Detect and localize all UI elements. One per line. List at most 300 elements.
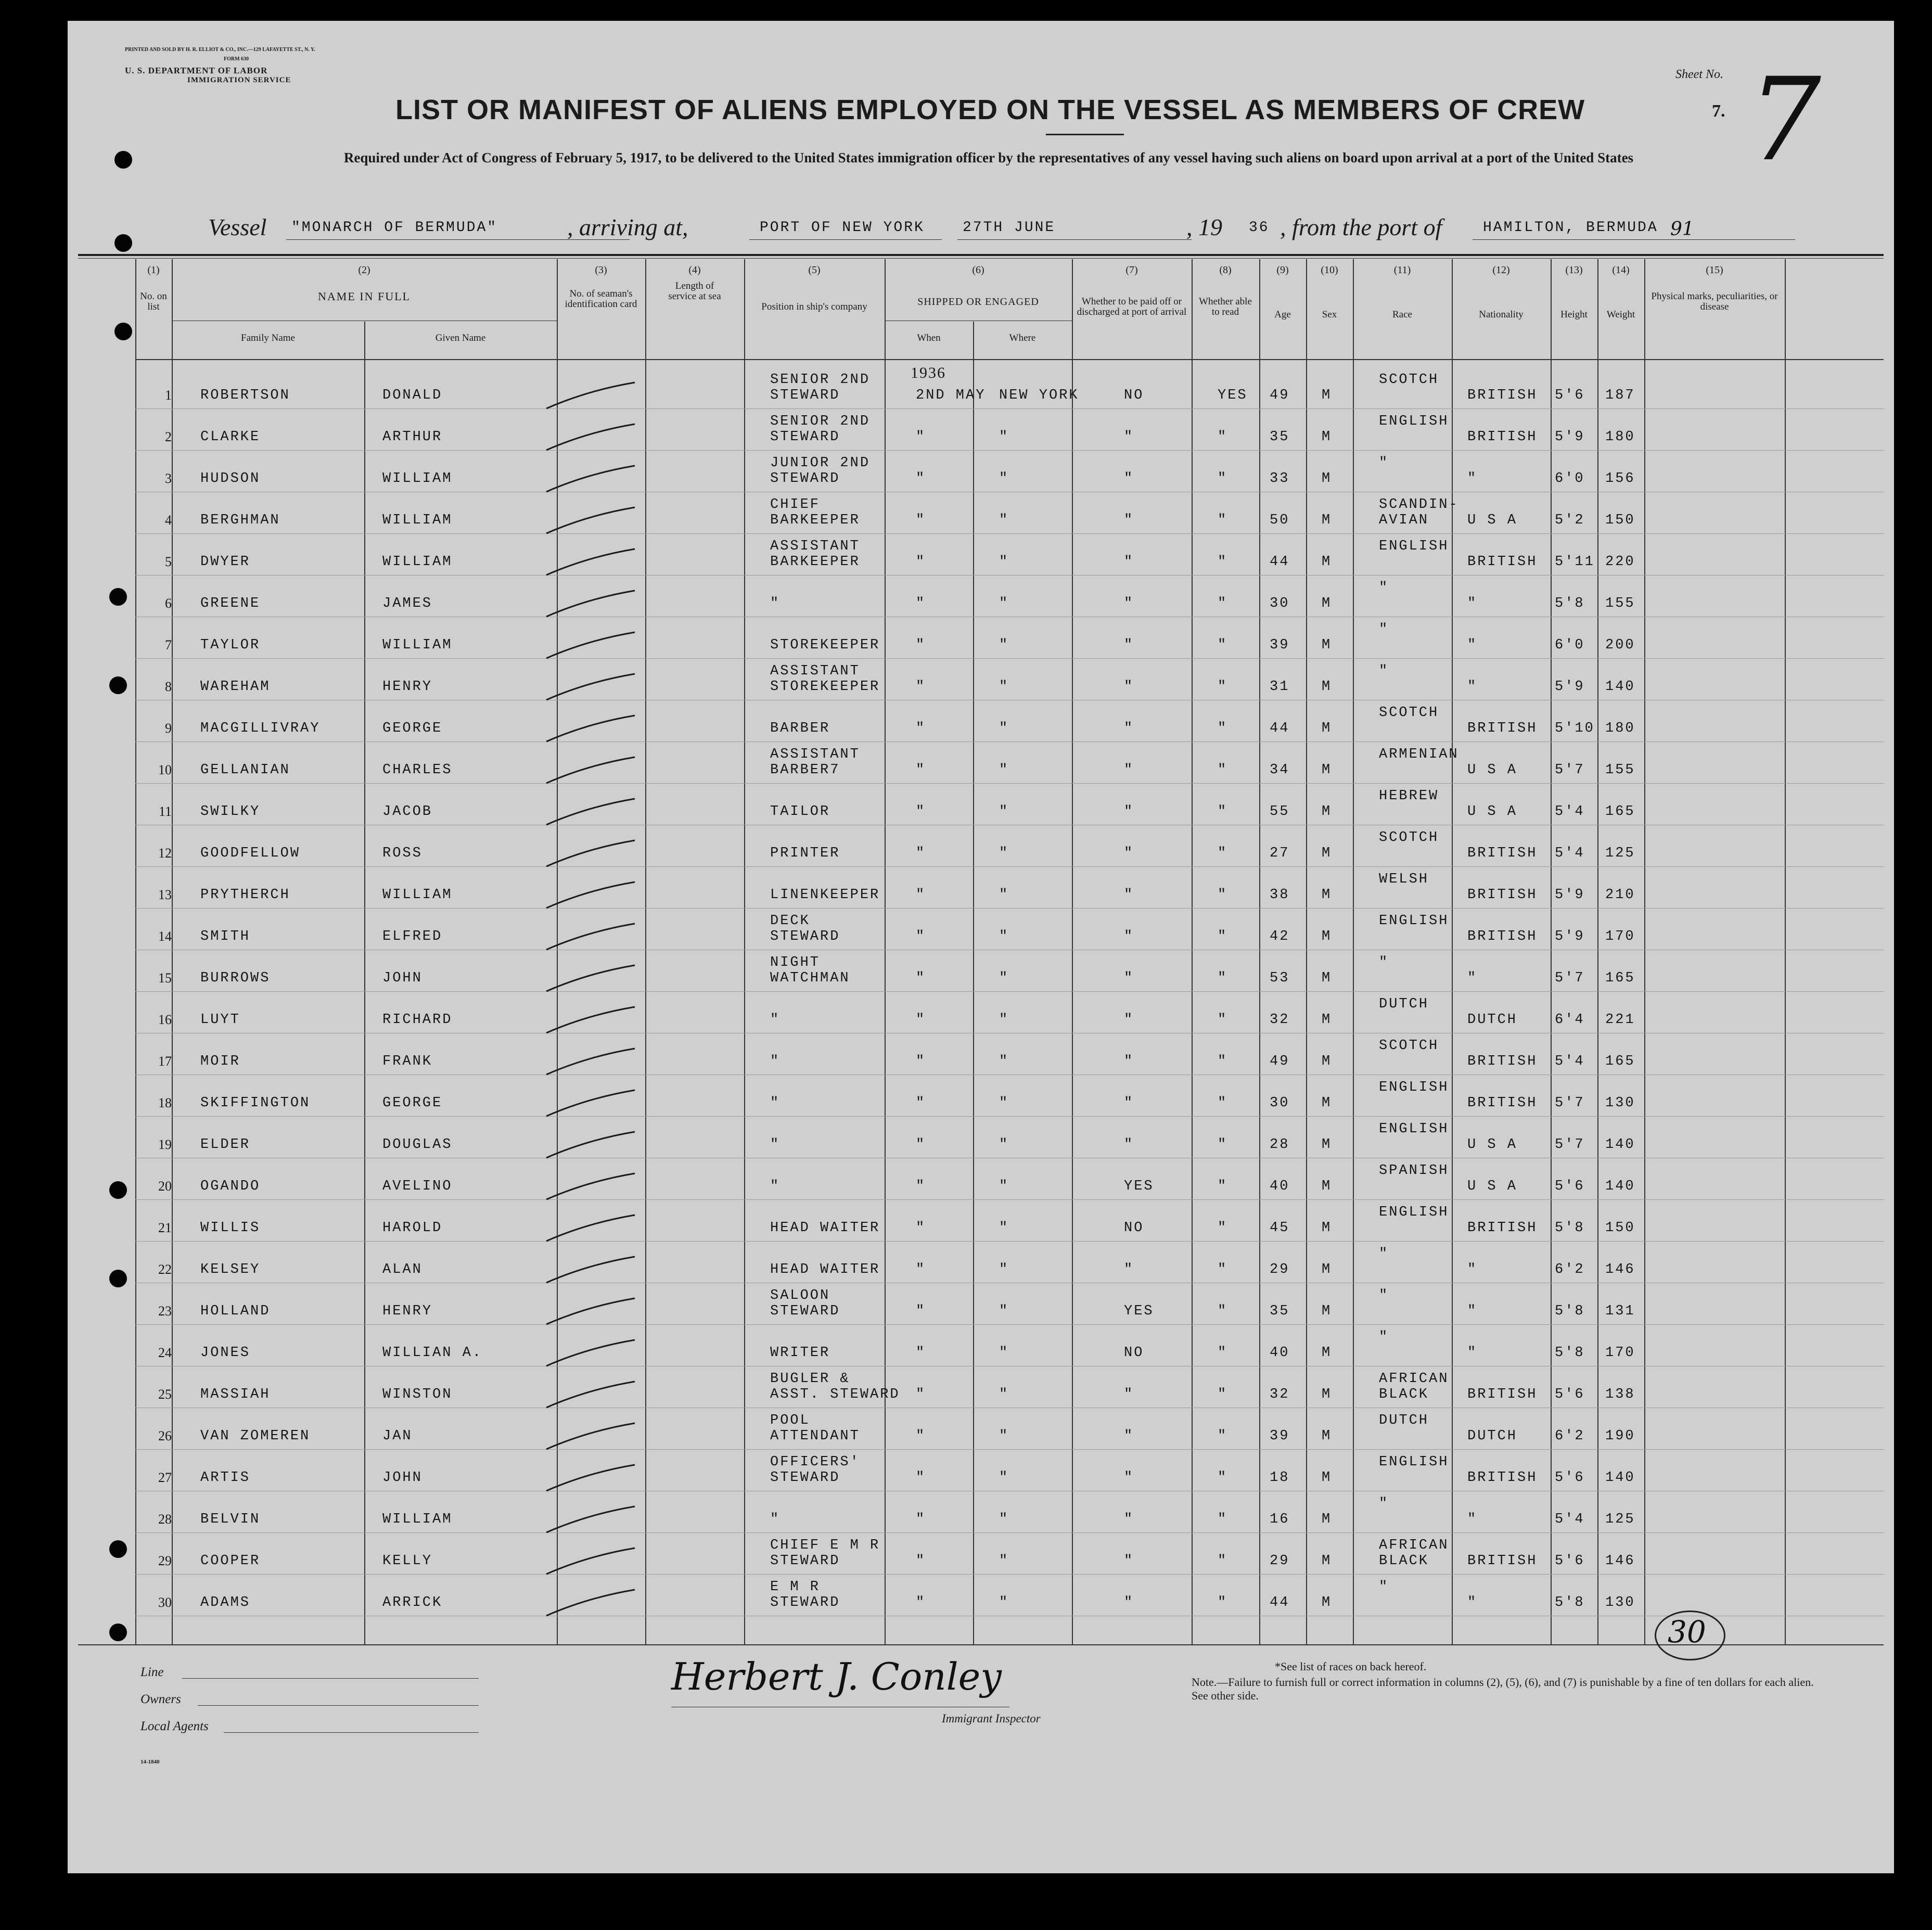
- row-29-age: 29: [1270, 1553, 1290, 1569]
- row-12-age: 27: [1270, 846, 1290, 861]
- col7-number: (7): [1125, 264, 1138, 276]
- row-13-race1: WELSH: [1379, 872, 1429, 887]
- row-23-pos2: STEWARD: [770, 1303, 840, 1319]
- row-25-race2: BLACK: [1379, 1387, 1429, 1402]
- row-23-no: 23: [158, 1303, 172, 1319]
- row-23-paid: YES: [1124, 1303, 1154, 1319]
- row-1-weight: 187: [1605, 388, 1635, 403]
- row-9-sex: M: [1322, 721, 1332, 736]
- total-count: 30: [1668, 1614, 1706, 1650]
- row-16-height: 6'4: [1555, 1012, 1585, 1028]
- row-21-where: ": [999, 1220, 1009, 1236]
- row-17-when: ": [916, 1054, 926, 1069]
- row-4-pos1: CHIEF: [770, 497, 821, 513]
- row-2-weight: 180: [1605, 429, 1635, 445]
- row-10-height: 5'7: [1555, 762, 1585, 778]
- row-4-sex: M: [1322, 513, 1332, 528]
- row-25-nat: BRITISH: [1467, 1387, 1538, 1402]
- row-14-pos1: DECK: [770, 913, 810, 929]
- row-26-race1: DUTCH: [1379, 1413, 1429, 1428]
- row-16-pos2: ": [770, 1012, 781, 1028]
- row-2-read: ": [1218, 429, 1228, 445]
- nationality-header: Nationality: [1479, 309, 1524, 320]
- row-12-nat: BRITISH: [1467, 846, 1538, 861]
- row-14-weight: 170: [1605, 929, 1635, 944]
- row-25-given: WINSTON: [382, 1387, 453, 1402]
- row-5-weight: 220: [1605, 554, 1635, 570]
- row-24-nat: ": [1467, 1345, 1478, 1361]
- row-19-weight: 140: [1605, 1137, 1635, 1153]
- row-1-read: YES: [1218, 388, 1248, 403]
- row-8-family: WAREHAM: [200, 679, 271, 695]
- row-7-read: ": [1218, 637, 1228, 653]
- row-21-age: 45: [1270, 1220, 1290, 1236]
- row-15-no: 15: [158, 970, 172, 986]
- row-23-given: HENRY: [382, 1303, 433, 1319]
- card-stroke: [546, 799, 635, 825]
- row-4-race2: AVIAN: [1379, 513, 1429, 528]
- row-30-height: 5'8: [1555, 1595, 1585, 1611]
- row-13-no: 13: [158, 887, 172, 902]
- department: U. S. DEPARTMENT OF LABOR: [125, 66, 268, 75]
- row-7-pos2: STOREKEEPER: [770, 637, 880, 653]
- row-22-pos2: HEAD WAITER: [770, 1262, 880, 1277]
- row-24-paid: NO: [1124, 1345, 1144, 1361]
- row-13-age: 38: [1270, 887, 1290, 903]
- row-26-family: VAN ZOMEREN: [200, 1428, 311, 1444]
- card-stroke: [546, 1382, 635, 1408]
- row-18-age: 30: [1270, 1095, 1290, 1111]
- row-11-paid: ": [1124, 804, 1134, 820]
- row-24-sex: M: [1322, 1345, 1332, 1361]
- row-8-when: ": [916, 679, 926, 695]
- row-11-family: SWILKY: [200, 804, 261, 820]
- row-17-weight: 165: [1605, 1054, 1635, 1069]
- row-22-read: ": [1218, 1262, 1228, 1277]
- row-1-family: ROBERTSON: [200, 388, 290, 403]
- col9-number: (9): [1276, 264, 1289, 276]
- row-3-when: ": [916, 471, 926, 487]
- row-26-pos2: ATTENDANT: [770, 1428, 860, 1444]
- row-28-nat: ": [1467, 1512, 1478, 1527]
- row-29-pos2: STEWARD: [770, 1553, 840, 1569]
- row-29-no: 29: [158, 1553, 172, 1568]
- row-15-pos2: WATCHMAN: [770, 970, 850, 986]
- row-12-family: GOODFELLOW: [200, 846, 301, 861]
- col12-number: (12): [1492, 264, 1510, 276]
- row-13-given: WILLIAM: [382, 887, 453, 903]
- row-2-when: ": [916, 429, 926, 445]
- row-14-when: ": [916, 929, 926, 944]
- row-17-where: ": [999, 1054, 1009, 1069]
- arrival-date: 27TH JUNE: [963, 220, 1056, 236]
- row-15-sex: M: [1322, 970, 1332, 986]
- row-16-given: RICHARD: [382, 1012, 453, 1028]
- row-30-nat: ": [1467, 1595, 1478, 1611]
- row-12-weight: 125: [1605, 846, 1635, 861]
- row-29-paid: ": [1124, 1553, 1134, 1569]
- row-4-family: BERGHMAN: [200, 513, 280, 528]
- row-21-family: WILLIS: [200, 1220, 261, 1236]
- row-26-given: JAN: [382, 1428, 413, 1444]
- row-14-family: SMITH: [200, 929, 251, 944]
- col5-number: (5): [808, 264, 821, 276]
- row-30-age: 44: [1270, 1595, 1290, 1611]
- row-11-when: ": [916, 804, 926, 820]
- line-label: Line: [140, 1665, 164, 1679]
- row-9-where: ": [999, 721, 1009, 736]
- row-6-weight: 155: [1605, 596, 1635, 611]
- row-5-where: ": [999, 554, 1009, 570]
- row-30-given: ARRICK: [382, 1595, 443, 1611]
- row-16-no: 16: [158, 1012, 172, 1027]
- row-5-paid: ": [1124, 554, 1134, 570]
- row-23-age: 35: [1270, 1303, 1290, 1319]
- from-label: , from the port of: [1280, 214, 1442, 240]
- row-18-nat: BRITISH: [1467, 1095, 1538, 1111]
- row-28-sex: M: [1322, 1512, 1332, 1527]
- row-2-sex: M: [1322, 429, 1332, 445]
- col3-header: No. of seaman's identification card: [565, 288, 637, 310]
- col2-number: (2): [358, 264, 370, 276]
- row-24-where: ": [999, 1345, 1009, 1361]
- row-20-height: 5'6: [1555, 1179, 1585, 1194]
- card-stroke: [546, 1423, 635, 1449]
- row-3-race1: ": [1379, 455, 1389, 471]
- row-2-no: 2: [165, 429, 172, 444]
- row-7-race1: ": [1379, 622, 1389, 637]
- row-10-race1: ARMENIAN: [1379, 747, 1459, 762]
- row-3-weight: 156: [1605, 471, 1635, 487]
- form-code: 14-1840: [140, 1759, 160, 1765]
- row-27-height: 5'6: [1555, 1470, 1585, 1486]
- row-26-sex: M: [1322, 1428, 1332, 1444]
- row-20-age: 40: [1270, 1179, 1290, 1194]
- row-5-read: ": [1218, 554, 1228, 570]
- row-21-nat: BRITISH: [1467, 1220, 1538, 1236]
- card-stroke: [546, 1340, 635, 1366]
- row-5-pos1: ASSISTANT: [770, 539, 860, 554]
- row-22-family: KELSEY: [200, 1262, 261, 1277]
- row-13-nat: BRITISH: [1467, 887, 1538, 903]
- row-20-no: 20: [158, 1179, 172, 1194]
- row-20-read: ": [1218, 1179, 1228, 1194]
- row-28-family: BELVIN: [200, 1512, 261, 1527]
- row-18-no: 18: [158, 1095, 172, 1110]
- row-29-where: ": [999, 1553, 1009, 1569]
- row-26-paid: ": [1124, 1428, 1134, 1444]
- card-stroke: [546, 591, 635, 617]
- row-13-pos2: LINENKEEPER: [770, 887, 880, 903]
- row-27-no: 27: [158, 1470, 172, 1485]
- row-20-race1: SPANISH: [1379, 1163, 1449, 1179]
- row-22-age: 29: [1270, 1262, 1290, 1277]
- row-17-pos2: ": [770, 1054, 781, 1069]
- row-3-nat: ": [1467, 471, 1478, 487]
- card-stroke: [546, 1257, 635, 1283]
- row-17-age: 49: [1270, 1054, 1290, 1069]
- row-1-no: 1: [165, 388, 172, 403]
- row-23-sex: M: [1322, 1303, 1332, 1319]
- row-21-sex: M: [1322, 1220, 1332, 1236]
- row-10-age: 34: [1270, 762, 1290, 778]
- physical-header: Physical marks, peculiarities, or disease: [1651, 291, 1778, 312]
- row-10-weight: 155: [1605, 762, 1635, 778]
- row-20-paid: YES: [1124, 1179, 1154, 1194]
- row-5-race1: ENGLISH: [1379, 539, 1449, 554]
- row-28-no: 28: [158, 1512, 172, 1527]
- row-25-no: 25: [158, 1387, 172, 1402]
- row-24-family: JONES: [200, 1345, 251, 1361]
- row-3-given: WILLIAM: [382, 471, 453, 487]
- col8-number: (8): [1219, 264, 1232, 276]
- owners-label: Owners: [140, 1692, 181, 1706]
- row-2-age: 35: [1270, 429, 1290, 445]
- form-title: LIST OR MANIFEST OF ALIENS EMPLOYED ON THE VESSEL AS MEMBERS OF CREW: [395, 94, 1585, 125]
- row-9-age: 44: [1270, 721, 1290, 736]
- row-1-pos2: STEWARD: [770, 388, 840, 403]
- row-29-nat: BRITISH: [1467, 1553, 1538, 1569]
- card-stroke: [546, 924, 635, 950]
- card-stroke: [546, 1590, 635, 1616]
- row-18-race1: ENGLISH: [1379, 1080, 1449, 1095]
- row-24-no: 24: [158, 1345, 172, 1360]
- row-8-age: 31: [1270, 679, 1290, 695]
- row-12-when: ": [916, 846, 926, 861]
- card-stroke: [546, 1506, 635, 1532]
- row-23-weight: 131: [1605, 1303, 1635, 1319]
- row-11-given: JACOB: [382, 804, 433, 820]
- row-9-given: GEORGE: [382, 721, 443, 736]
- row-26-no: 26: [158, 1428, 172, 1443]
- row-10-family: GELLANIAN: [200, 762, 290, 778]
- inspector-label: Immigrant Inspector: [942, 1712, 1041, 1725]
- agents-label: Local Agents: [140, 1719, 209, 1733]
- arriving-label: , arriving at,: [567, 214, 688, 240]
- row-16-paid: ": [1124, 1012, 1134, 1028]
- row-23-where: ": [999, 1303, 1009, 1319]
- agents-field: [224, 1732, 479, 1733]
- row-7-sex: M: [1322, 637, 1332, 653]
- row-25-pos1: BUGLER &: [770, 1371, 850, 1387]
- shipped-year: 1936: [911, 364, 946, 381]
- row-12-given: ROSS: [382, 846, 423, 861]
- row-18-read: ": [1218, 1095, 1228, 1111]
- row-15-height: 5'7: [1555, 970, 1585, 986]
- row-5-given: WILLIAM: [382, 554, 453, 570]
- row-30-family: ADAMS: [200, 1595, 251, 1611]
- row-9-race1: SCOTCH: [1379, 705, 1439, 721]
- row-10-read: ": [1218, 762, 1228, 778]
- card-stroke: [546, 1173, 635, 1199]
- row-27-paid: ": [1124, 1470, 1134, 1486]
- row-12-paid: ": [1124, 846, 1134, 861]
- races-note: *See list of races on back hereof.: [1275, 1660, 1427, 1673]
- card-stroke: [546, 632, 635, 658]
- row-4-where: ": [999, 513, 1009, 528]
- row-30-sex: M: [1322, 1595, 1332, 1611]
- row-30-read: ": [1218, 1595, 1228, 1611]
- row-24-height: 5'8: [1555, 1345, 1585, 1361]
- row-11-weight: 165: [1605, 804, 1635, 820]
- form-number: FORM 630: [224, 56, 249, 62]
- col8-header: Whether able to read: [1199, 296, 1252, 317]
- row-6-pos2: ": [770, 596, 781, 611]
- row-30-no: 30: [158, 1595, 172, 1610]
- row-9-height: 5'10: [1555, 721, 1595, 736]
- row-4-weight: 150: [1605, 513, 1635, 528]
- row-14-paid: ": [1124, 929, 1134, 944]
- vessel-name: "MONARCH OF BERMUDA": [291, 220, 498, 236]
- row-13-family: PRYTHERCH: [200, 887, 290, 903]
- row-15-family: BURROWS: [200, 970, 271, 986]
- inspector-signature: Herbert J. Conley: [671, 1655, 1002, 1698]
- when-header: When: [917, 333, 941, 343]
- row-13-height: 5'9: [1555, 887, 1585, 903]
- row-4-nat: U S A: [1467, 513, 1518, 528]
- row-4-given: WILLIAM: [382, 513, 453, 528]
- row-14-sex: M: [1322, 929, 1332, 944]
- printer-line: PRINTED AND SOLD BY H. R. ELLIOT & CO., INC.—129 LAFAYETTE ST., N. Y.: [125, 47, 315, 53]
- row-5-height: 5'11: [1555, 554, 1595, 570]
- row-16-family: LUYT: [200, 1012, 240, 1028]
- row-11-height: 5'4: [1555, 804, 1585, 820]
- row-21-pos2: HEAD WAITER: [770, 1220, 880, 1236]
- row-17-height: 5'4: [1555, 1054, 1585, 1069]
- row-2-pos1: SENIOR 2ND: [770, 414, 871, 429]
- row-23-height: 5'8: [1555, 1303, 1585, 1319]
- row-18-pos2: ": [770, 1095, 781, 1111]
- row-23-nat: ": [1467, 1303, 1478, 1319]
- row-14-height: 5'9: [1555, 929, 1585, 944]
- col7-header: Whether to be paid off or discharged at port of arrival: [1077, 296, 1187, 317]
- row-13-when: ": [916, 887, 926, 903]
- manifest-sheet: [68, 21, 1894, 1873]
- row-27-given: JOHN: [382, 1470, 423, 1486]
- row-27-when: ": [916, 1470, 926, 1486]
- col11-number: (11): [1393, 264, 1411, 276]
- row-23-read: ": [1218, 1303, 1228, 1319]
- card-stroke: [546, 507, 635, 533]
- row-10-when: ": [916, 762, 926, 778]
- row-14-age: 42: [1270, 929, 1290, 944]
- row-15-age: 53: [1270, 970, 1290, 986]
- row-29-family: COOPER: [200, 1553, 261, 1569]
- row-18-sex: M: [1322, 1095, 1332, 1111]
- row-10-pos1: ASSISTANT: [770, 747, 860, 762]
- row-22-height: 6'2: [1555, 1262, 1585, 1277]
- col1-number: (1): [147, 264, 160, 276]
- row-19-sex: M: [1322, 1137, 1332, 1153]
- row-5-pos2: BARKEEPER: [770, 554, 860, 570]
- row-1-nat: BRITISH: [1467, 388, 1538, 403]
- row-10-paid: ": [1124, 762, 1134, 778]
- card-stroke: [546, 965, 635, 991]
- row-28-when: ": [916, 1512, 926, 1527]
- row-19-pos2: ": [770, 1137, 781, 1153]
- card-stroke: [546, 1215, 635, 1241]
- row-20-nat: U S A: [1467, 1179, 1518, 1194]
- row-27-weight: 140: [1605, 1470, 1635, 1486]
- col3-number: (3): [595, 264, 607, 276]
- row-15-where: ": [999, 970, 1009, 986]
- vessel-label: Vessel: [208, 214, 267, 240]
- row-18-when: ": [916, 1095, 926, 1111]
- row-13-read: ": [1218, 887, 1228, 903]
- service: IMMIGRATION SERVICE: [187, 76, 291, 84]
- row-18-family: SKIFFINGTON: [200, 1095, 311, 1111]
- row-11-where: ": [999, 804, 1009, 820]
- row-9-pos2: BARBER: [770, 721, 830, 736]
- row-10-given: CHARLES: [382, 762, 453, 778]
- row-19-age: 28: [1270, 1137, 1290, 1153]
- row-7-age: 39: [1270, 637, 1290, 653]
- card-stroke: [546, 757, 635, 783]
- row-21-given: HAROLD: [382, 1220, 443, 1236]
- row-8-where: ": [999, 679, 1009, 695]
- row-8-pos1: ASSISTANT: [770, 663, 860, 679]
- row-27-where: ": [999, 1470, 1009, 1486]
- row-29-read: ": [1218, 1553, 1228, 1569]
- row-9-nat: BRITISH: [1467, 721, 1538, 736]
- row-9-family: MACGILLIVRAY: [200, 721, 321, 736]
- row-16-read: ": [1218, 1012, 1228, 1028]
- row-28-height: 5'4: [1555, 1512, 1585, 1527]
- row-25-paid: ": [1124, 1387, 1134, 1402]
- row-20-family: OGANDO: [200, 1179, 261, 1194]
- row-12-sex: M: [1322, 846, 1332, 861]
- row-22-given: ALAN: [382, 1262, 423, 1277]
- row-6-paid: ": [1124, 596, 1134, 611]
- row-29-height: 5'6: [1555, 1553, 1585, 1569]
- row-8-sex: M: [1322, 679, 1332, 695]
- where-header: Where: [1009, 333, 1036, 343]
- card-stroke: [546, 840, 635, 866]
- row-5-when: ": [916, 554, 926, 570]
- row-14-where: ": [999, 929, 1009, 944]
- row-5-age: 44: [1270, 554, 1290, 570]
- row-22-where: ": [999, 1262, 1009, 1277]
- row-2-paid: ": [1124, 429, 1134, 445]
- card-stroke: [546, 882, 635, 908]
- row-29-sex: M: [1322, 1553, 1332, 1569]
- col6-number: (6): [972, 264, 984, 276]
- row-6-family: GREENE: [200, 596, 261, 611]
- row-29-weight: 146: [1605, 1553, 1635, 1569]
- row-21-weight: 150: [1605, 1220, 1635, 1236]
- row-19-no: 19: [158, 1137, 172, 1152]
- row-25-weight: 138: [1605, 1387, 1635, 1402]
- row-17-given: FRANK: [382, 1054, 433, 1069]
- card-stroke: [546, 1548, 635, 1574]
- card-stroke: [546, 715, 635, 742]
- row-29-when: ": [916, 1553, 926, 1569]
- row-11-no: 11: [158, 804, 172, 819]
- row-19-height: 5'7: [1555, 1137, 1585, 1153]
- row-25-sex: M: [1322, 1387, 1332, 1402]
- row-25-family: MASSIAH: [200, 1387, 271, 1402]
- row-12-pos2: PRINTER: [770, 846, 840, 861]
- row-24-race1: ": [1379, 1330, 1389, 1345]
- row-27-race1: ENGLISH: [1379, 1454, 1449, 1470]
- row-2-where: ": [999, 429, 1009, 445]
- row-3-family: HUDSON: [200, 471, 261, 487]
- col4-header: Length of service at sea: [668, 280, 721, 302]
- row-3-paid: ": [1124, 471, 1134, 487]
- row-25-age: 32: [1270, 1387, 1290, 1402]
- row-2-family: CLARKE: [200, 429, 261, 445]
- row-19-family: ELDER: [200, 1137, 251, 1153]
